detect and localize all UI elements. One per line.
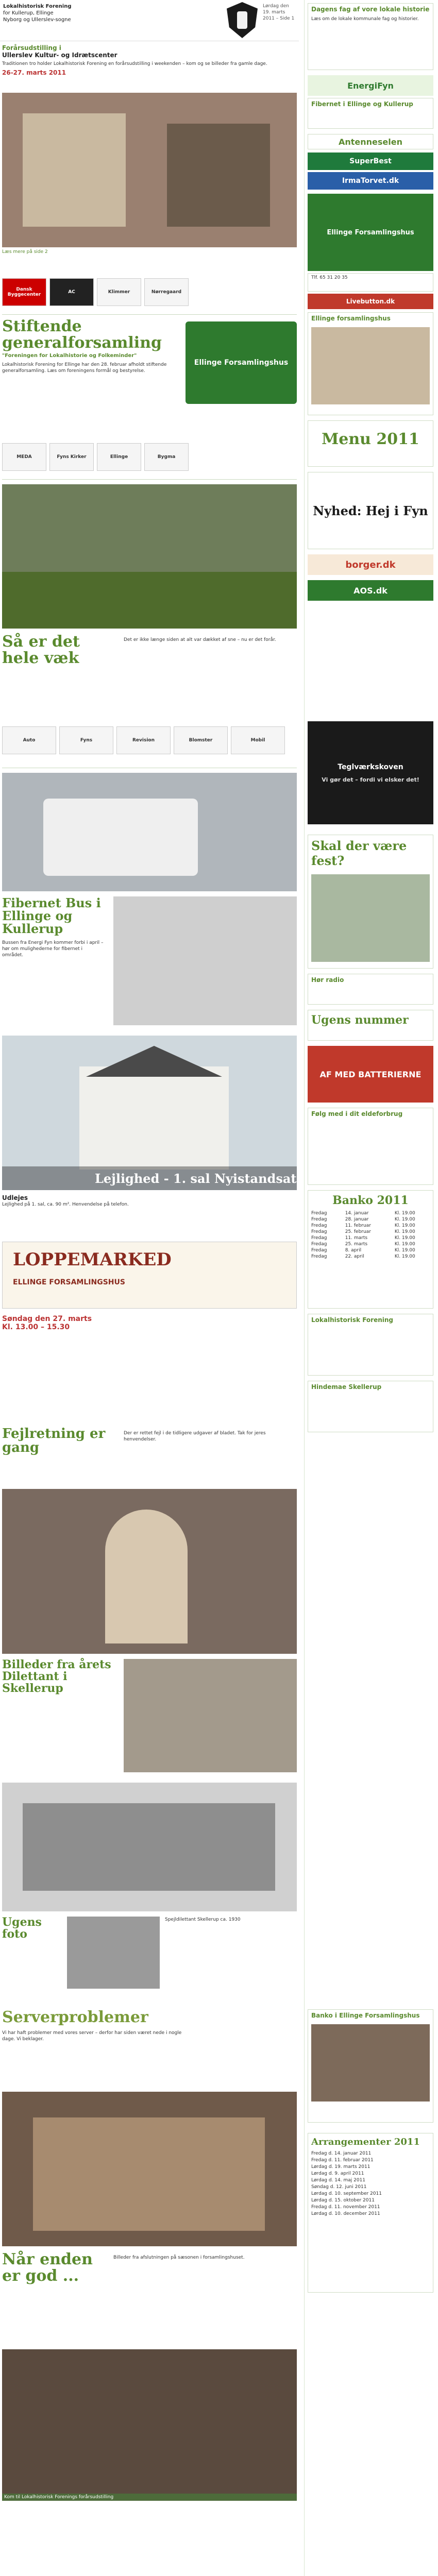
folg-title: Følg med i dit eldeforbrug xyxy=(311,1110,403,1117)
sidebar-news-title: Dagens fag af vore lokale historie xyxy=(311,6,430,13)
banko-table xyxy=(308,1210,433,1260)
ugens-nummer-title: Ugens nummer xyxy=(311,1013,409,1027)
cell: Fredag xyxy=(311,1229,327,1234)
article-udlejes xyxy=(2,1194,297,1208)
arr-title: Arrangementer 2011 xyxy=(311,2137,420,2147)
list-item[interactable]: Fredag d. 14. januar 2011 xyxy=(311,2151,372,2156)
ellinge-badge-text: Ellinge Forsamlingshus xyxy=(194,359,289,367)
event-title: Ullerslev Kultur- og Idrætscenter xyxy=(2,52,117,59)
list-item[interactable]: Lørdag d. 9. april 2011 xyxy=(311,2171,364,2176)
sidebar-arrangementer xyxy=(308,2133,433,2293)
ad-logo-10[interactable]: Fyns xyxy=(59,726,113,754)
article-title: Stiftende generalforsamling xyxy=(2,317,162,352)
ad-logo-2[interactable]: AC xyxy=(49,278,94,306)
masthead xyxy=(0,0,299,41)
footer-caption: Kom til Lokalhistorisk Forenings forårsudstilling xyxy=(2,2494,297,2501)
hinde-title: Hindemae Skellerup xyxy=(311,1383,382,1391)
event-dates: 26-27. marts 2011 xyxy=(2,69,66,76)
cell: 11. marts xyxy=(345,1235,368,1241)
loppe-date: Søndag den 27. marts xyxy=(2,1315,92,1323)
article-spring xyxy=(2,634,115,666)
event-forarsudstilling xyxy=(2,44,297,76)
sidebar-hinde xyxy=(308,1381,433,1432)
spring-text: Det er ikke længe siden at alt var dækket af sne – nu er det forår. xyxy=(124,637,276,642)
cell: Kl. 19.00 xyxy=(394,1254,415,1259)
ad-logo-4[interactable]: Nørregaard xyxy=(144,278,189,306)
sidebar-folg xyxy=(308,1108,433,1185)
house-caption: Lejlighed - 1. sal Nyistandsat xyxy=(95,1171,297,1186)
article-server xyxy=(2,2009,297,2042)
ugens-title: Ugens foto xyxy=(2,1916,42,1941)
event-kicker: Forårsudstilling i xyxy=(2,44,61,52)
sidebar-news xyxy=(308,3,433,70)
org-info xyxy=(3,3,220,23)
banko-side-photo xyxy=(311,2024,430,2102)
ad-logo-5[interactable]: MEDA xyxy=(2,443,46,471)
fejl-text: Der er rettet fejl i de tidligere udgaver af bladet. Tak for jeres henvendelser. xyxy=(124,1431,266,1442)
aos-ad[interactable]: AOS.dk xyxy=(308,580,433,601)
table-row xyxy=(308,1241,433,1247)
table-row xyxy=(308,1229,433,1235)
ads-row-1 xyxy=(2,278,189,306)
sidebar-forsamlingshus xyxy=(308,312,433,415)
list-item[interactable]: Fredag d. 11. februar 2011 xyxy=(311,2158,374,2163)
sidebar-ugens-nummer xyxy=(308,1010,433,1041)
sidebar-tlf xyxy=(308,273,433,292)
list-item[interactable]: Lørdag d. 14. maj 2011 xyxy=(311,2178,366,2183)
cell: Kl. 19.00 xyxy=(394,1235,415,1241)
cell: Kl. 19.00 xyxy=(394,1211,415,1216)
cell: 28. januar xyxy=(345,1217,369,1222)
loppe-sub: ELLINGE FORSAMLINGSHUS xyxy=(13,1278,125,1286)
antenne-heading[interactable]: Antenneselen xyxy=(308,134,433,149)
org-line3: Nyborg og Ullerslev-sogne xyxy=(3,17,71,23)
server-text: Vi har haft problemer med vores server – derfor har siden været nede i nogle dage. Vi beklager. xyxy=(2,2030,182,2042)
list-item[interactable]: Fredag d. 11. november 2011 xyxy=(311,2205,380,2210)
energifyn-ad[interactable]: EnergiFyn xyxy=(308,75,433,96)
table-row xyxy=(308,1223,433,1229)
borger-ad[interactable]: borger.dk xyxy=(308,554,433,575)
ellinge-badge xyxy=(186,321,297,404)
cell: Kl. 19.00 xyxy=(394,1229,415,1234)
cell: Fredag xyxy=(311,1217,327,1222)
ad-logo-12[interactable]: Blomster xyxy=(174,726,228,754)
cell: Fredag xyxy=(311,1211,327,1216)
crest-logo-icon xyxy=(227,2,258,38)
sidebar-fibernet xyxy=(308,98,433,129)
list-item[interactable]: Lørdag d. 15. oktober 2011 xyxy=(311,2198,375,2203)
sidebar xyxy=(304,0,437,2576)
article-stiftende xyxy=(2,318,177,374)
ugens-text: Spejldilettant Skellerup ca. 1930 xyxy=(165,1917,241,1922)
naar-photo xyxy=(2,2092,297,2246)
table-row xyxy=(308,1235,433,1241)
cell: Kl. 19.00 xyxy=(394,1248,415,1253)
table-row xyxy=(308,1247,433,1253)
sidebar-radio xyxy=(308,974,433,1005)
article-fejlretning xyxy=(2,1427,115,1455)
udlejes-title: Udlejes xyxy=(2,1194,28,1201)
article-text: Lokalhistorisk Forening for Ellinge har den 28. februar afholdt stiftende generalforsamling. Læs om foreningens formål og bestyrelse. xyxy=(2,362,167,374)
cell: Kl. 19.00 xyxy=(394,1217,415,1222)
server-title: Serverproblemer xyxy=(2,2008,148,2026)
sidebar-skal xyxy=(308,835,433,969)
naar-photo-2 xyxy=(2,2349,297,2494)
ad-logo-13[interactable]: Mobil xyxy=(231,726,285,754)
list-item[interactable]: Lørdag d. 19. marts 2011 xyxy=(311,2164,370,2170)
spring-title: Så er det hele væk xyxy=(2,633,80,667)
superbest-ad[interactable]: SuperBest xyxy=(308,152,433,170)
udlejes-text: Lejlighed på 1. sal, ca. 90 m². Henvendelse på telefon. xyxy=(2,1202,129,1207)
cell: 22. april xyxy=(345,1254,364,1259)
dilettant-title: Billeder fra årets Dilettant i Skellerup xyxy=(2,1658,111,1696)
table-row xyxy=(308,1216,433,1223)
house-photo xyxy=(2,1036,297,1190)
header-date: Lørdag den 19. marts 2011 – Side 1 xyxy=(263,4,295,21)
ads-row-2 xyxy=(2,443,189,471)
spring-photo xyxy=(2,484,297,629)
sidebar-news-text: Læs om de lokale kommunale fag og historier. xyxy=(311,16,419,22)
batteri-ad[interactable]: AF MED BATTERIERNE xyxy=(308,1046,433,1103)
naar-title: Når enden er god ... xyxy=(2,2250,93,2285)
sidebar-ellinge-badge[interactable]: Ellinge Forsamlingshus xyxy=(308,194,433,271)
org-line1: Lokalhistorisk Forening xyxy=(3,4,72,9)
cell: Kl. 19.00 xyxy=(394,1242,415,1247)
list-item[interactable]: Søndag d. 12. juni 2011 xyxy=(311,2184,367,2190)
sidebar-lok xyxy=(308,1314,433,1376)
ad-logo-8[interactable]: Bygma xyxy=(144,443,189,471)
table-row xyxy=(308,1210,433,1216)
cell: 14. januar xyxy=(345,1211,369,1216)
loppe-time: Kl. 13.00 – 15.30 xyxy=(2,1323,70,1331)
dilettant-photo-2 xyxy=(124,1659,297,1772)
list-item[interactable]: Lørdag d. 10. september 2011 xyxy=(311,2191,382,2196)
tegl-text: Vi gør det – fordi vi elsker det! xyxy=(322,776,419,783)
cell: 11. februar xyxy=(345,1223,371,1228)
loppe-info xyxy=(2,1315,297,1331)
ugens-photo xyxy=(2,1783,297,1911)
cell: 25. marts xyxy=(345,1242,368,1247)
ad-logo-3[interactable]: Klimmer xyxy=(97,278,141,306)
cell: Kl. 19.00 xyxy=(394,1223,415,1228)
event-more-link[interactable]: Læs mere på side 2 xyxy=(2,249,48,255)
list-item[interactable]: Lørdag d. 10. december 2011 xyxy=(311,2211,380,2216)
arr-list xyxy=(308,2150,433,2217)
skal-title: Skal der være fest? xyxy=(311,838,407,868)
loppe-title: LOPPEMARKED xyxy=(13,1249,172,1270)
forsam-title: Ellinge forsamlingshus xyxy=(311,315,391,322)
irma-ad[interactable]: IrmaTorvet.dk xyxy=(308,172,433,190)
menu-title: Menu 2011 xyxy=(322,430,419,448)
sidebar-banko xyxy=(308,1190,433,1309)
cell: Fredag xyxy=(311,1248,327,1253)
lok-title: Lokalhistorisk Forening xyxy=(311,1316,393,1324)
fibernet-photo-2 xyxy=(113,896,297,1025)
livebutton-ad[interactable]: Livebutton.dk xyxy=(308,294,433,309)
tegl-ad[interactable] xyxy=(308,721,433,824)
ad-logo-11[interactable]: Revision xyxy=(116,726,171,754)
table-row xyxy=(308,1253,433,1260)
sidebar-banko-side xyxy=(308,2009,433,2123)
nyhed-ad[interactable]: Nyhed: Hej i Fyn xyxy=(308,472,433,549)
event-text: Traditionen tro holder Lokalhistorisk Forening en forårsudstilling i weekenden – kom og se billeder fra gamle dage. xyxy=(2,61,267,66)
divider xyxy=(2,314,297,315)
ad-logo-6[interactable]: Fyns Kirker xyxy=(49,443,94,471)
divider xyxy=(2,479,297,480)
event-photo xyxy=(2,93,297,247)
article-subtitle: "Foreningen for Lokalhistorie og Folkeminder" xyxy=(2,353,137,359)
radio-title: Hør radio xyxy=(311,976,344,984)
dilettant-photo xyxy=(2,1489,297,1654)
article-ugens-foto xyxy=(2,1917,64,1940)
skal-photo xyxy=(311,874,430,962)
article-fibernet xyxy=(2,896,105,958)
sidebar-fibernet-title: Fibernet i Ellinge og Kullerup xyxy=(311,100,413,108)
sidebar-tlf-text: Tlf. 65 31 20 35 xyxy=(311,275,348,280)
cell: Fredag xyxy=(311,1223,327,1228)
ad-logo-7[interactable]: Ellinge xyxy=(97,443,141,471)
forsam-photo xyxy=(311,327,430,404)
naar-text: Billeder fra afslutningen på sæsonen i forsamlingshuset. xyxy=(113,2255,245,2260)
ugens-thumb xyxy=(67,1917,160,1989)
org-line2: for Kullerup, Ellinge xyxy=(3,10,54,16)
cell: Fredag xyxy=(311,1254,327,1259)
cell: 8. april xyxy=(345,1248,362,1253)
cell: Fredag xyxy=(311,1235,327,1241)
tegl-title: Teglværkskoven xyxy=(338,762,403,771)
sidebar-menu xyxy=(308,420,433,467)
fibernet-title: Fibernet Bus i Ellinge og Kullerup xyxy=(2,895,101,937)
article-naar xyxy=(2,2251,105,2284)
loppe-banner xyxy=(2,1242,297,1309)
banko-title: Banko 2011 xyxy=(332,1194,409,1207)
fejl-title: Fejlretning er gang xyxy=(2,1426,106,1456)
fibernet-text: Bussen fra Energi Fyn kommer forbi i april – hør om mulighederne for fibernet i området. xyxy=(2,940,104,958)
banko-side-title: Banko i Ellinge Forsamlingshus xyxy=(311,2012,420,2019)
ad-logo-9[interactable]: Auto xyxy=(2,726,56,754)
article-dilettant xyxy=(2,1659,115,1694)
cell: Fredag xyxy=(311,1242,327,1247)
ads-row-3 xyxy=(2,726,285,754)
cell: 25. februar xyxy=(345,1229,371,1234)
fibernet-photo xyxy=(2,773,297,891)
ad-logo-1[interactable]: Dansk Byggecenter xyxy=(2,278,46,306)
